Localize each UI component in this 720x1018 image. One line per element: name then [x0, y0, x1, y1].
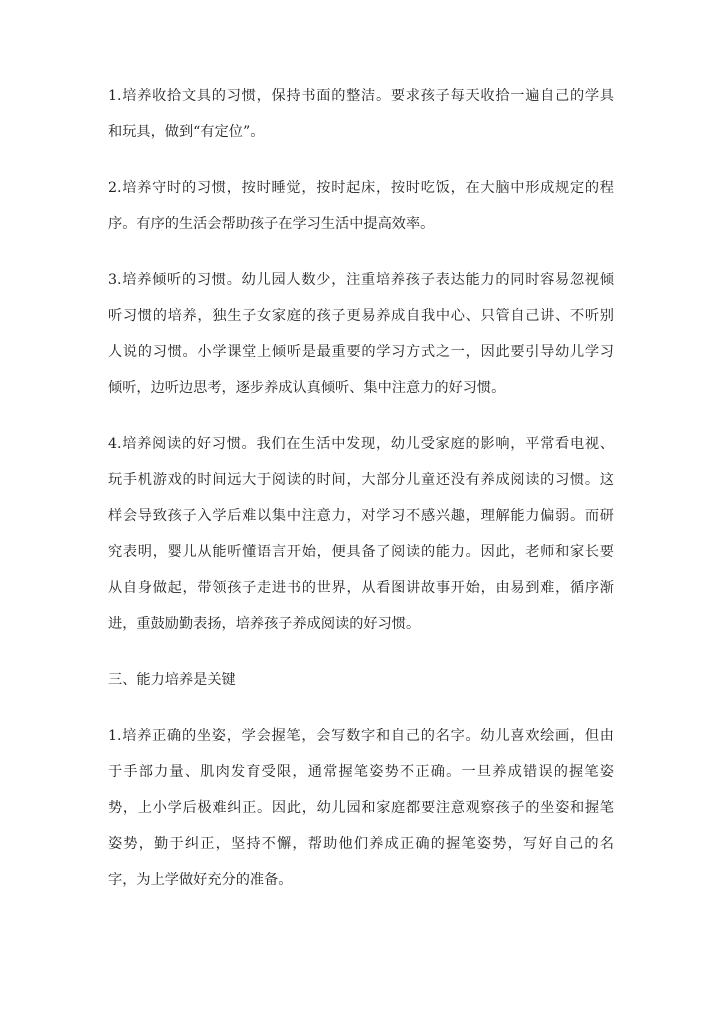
- paragraph-writing-posture: [108, 718, 614, 898]
- text-line: 进，重鼓励勤表扬，培养孩子养成阅读的好习惯。: [108, 616, 421, 632]
- text-line: 样会导致孩子入学后难以集中注意力，对学习不感兴趣，理解能力偏弱。而研: [108, 508, 614, 524]
- paragraph-reading-habit: [108, 426, 614, 642]
- text-line: 序。有序的生活会帮助孩子在学习生活中提高效率。: [108, 216, 435, 232]
- text-line: 势，上小学后极难纠正。因此，幼儿园和家庭都要注意观察孩子的坐姿和握笔: [108, 800, 614, 816]
- text-line: 玩手机游戏的时间远大于阅读的时间，大部分儿童还没有养成阅读的习惯。这: [108, 472, 614, 488]
- text-line: 于手部力量、肌肉发育受限，通常握笔姿势不正确。一旦养成错误的握笔姿: [108, 764, 614, 780]
- text-line: 人说的习惯。小学课堂上倾听是最重要的学习方式之一，因此要引导幼儿学习: [108, 344, 614, 360]
- text-line: 1.培养收拾文具的习惯，保持书面的整洁。要求孩子每天收拾一遍自己的学具: [108, 88, 614, 104]
- text-line: 2.培养守时的习惯，按时睡觉，按时起床，按时吃饭，在大脑中形成规定的程: [108, 180, 614, 196]
- text-line: 倾听，边听边思考，逐步养成认真倾听、集中注意力的好习惯。: [108, 380, 506, 396]
- section-heading: 三、能力培养是关键: [108, 672, 236, 688]
- text-line: 3.培养倾听的习惯。幼儿园人数少，注重培养孩子表达能力的同时容易忽视倾: [108, 272, 614, 288]
- text-line: 和玩具，做到“有定位”。: [108, 124, 265, 140]
- text-line: 字，为上学做好充分的准备。: [108, 872, 293, 888]
- text-line: 究表明，婴儿从能听懂语言开始，便具备了阅读的能力。因此，老师和家长要: [108, 544, 614, 560]
- text-line: 4.培养阅读的好习惯。我们在生活中发现，幼儿受家庭的影响，平常看电视、: [108, 436, 614, 452]
- paragraph-punctuality-habit: [108, 170, 614, 242]
- document-page: [108, 78, 614, 918]
- paragraph-stationery-habit: [108, 78, 614, 150]
- text-line: 听习惯的培养，独生子女家庭的孩子更易养成自我中心、只管自己讲、不听别: [108, 308, 614, 324]
- text-line: 1.培养正确的坐姿，学会握笔，会写数字和自己的名字。幼儿喜欢绘画，但由: [108, 728, 614, 744]
- text-line: 从自身做起，带领孩子走进书的世界，从看图讲故事开始，由易到难，循序渐: [108, 580, 614, 596]
- paragraph-listening-habit: [108, 262, 614, 406]
- text-line: 姿势，勤于纠正，坚持不懈，帮助他们养成正确的握笔姿势，写好自己的名: [108, 836, 614, 852]
